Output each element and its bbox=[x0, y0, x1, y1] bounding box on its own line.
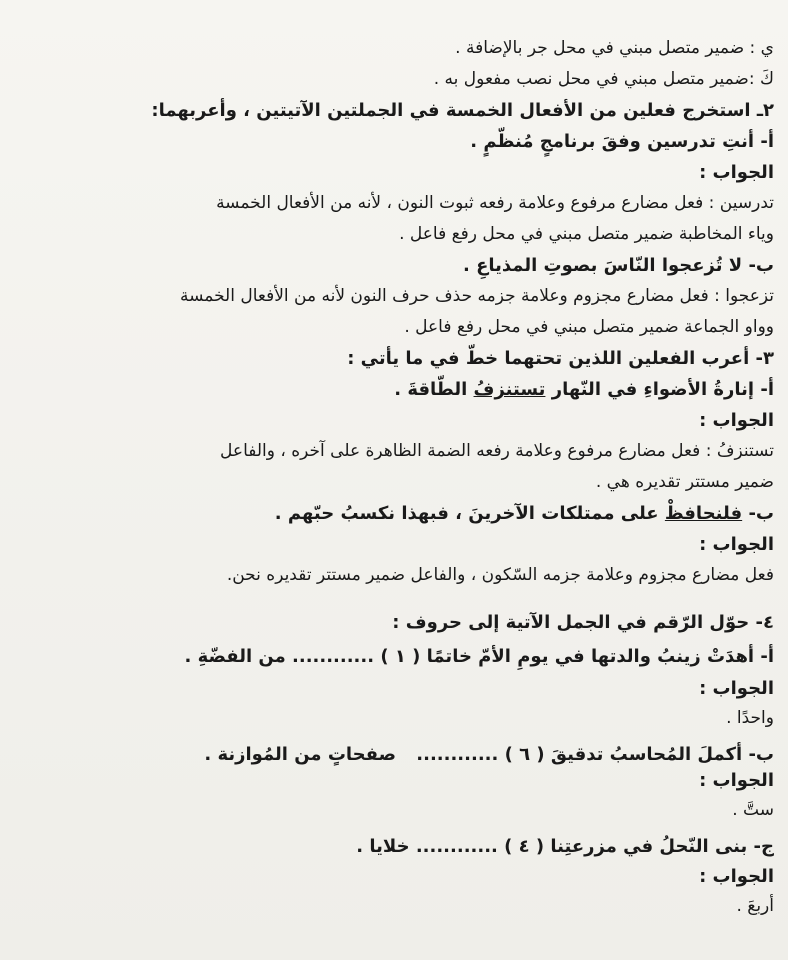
question-4c: ج- بنى النّحلُ في مزرعتِنا ( ٤ ) ............ خلايا . bbox=[356, 836, 774, 857]
question-2-heading: ٢ـ استخرج فعلين من الأفعال الخمسة في الجملتين الآتيتين ، وأعربهما: bbox=[151, 100, 774, 121]
answer-label: الجواب : bbox=[699, 678, 774, 699]
answer-text: تدرسين : فعل مضارع مرفوع وعلامة رفعه ثبوت النون ، لأنه من الأفعال الخمسة bbox=[216, 193, 774, 213]
answer-text: واحدًا . bbox=[726, 708, 774, 728]
answer-text: أربعَ . bbox=[736, 896, 774, 916]
question-4-heading: ٤- حوّل الرّقم في الجمل الآتية إلى حروف : bbox=[392, 612, 774, 633]
question-3-heading: ٣- أعرب الفعلين اللذين تحتهما خطّ في ما يأتي : bbox=[347, 348, 774, 369]
question-3b bbox=[10, 503, 774, 525]
answer-text: وياء المخاطبة ضمير متصل مبني في محل رفع فاعل . bbox=[399, 224, 774, 244]
text-line: كَ :ضمير متصل مبني في محل نصب مفعول به . bbox=[433, 69, 774, 89]
text-line: ي : ضمير متصل مبني في محل جر بالإضافة . bbox=[455, 38, 774, 58]
question-2a: أ- أنتِ تدرسين وفقَ برنامجٍ مُنظّمٍ . bbox=[470, 131, 774, 152]
question-3a bbox=[10, 379, 774, 401]
sentence-part: على ممتلكات الآخرينَ ، فبهذا نكسبُ حبّهم . bbox=[274, 503, 659, 524]
answer-text: فعل مضارع مجزوم وعلامة جزمه السّكون ، والفاعل ضمير مستتر تقديره نحن. bbox=[226, 565, 774, 585]
question-4b bbox=[10, 744, 774, 766]
sentence-part: صفحاتٍ من المُوازنة . bbox=[204, 744, 396, 765]
question-2b: ب- لا تُزعجوا النّاسَ بصوتِ المذياعِ . bbox=[462, 255, 774, 276]
answer-text: تستنزفُ : فعل مضارع مرفوع وعلامة رفعه الضمة الظاهرة على آخره ، والفاعل bbox=[220, 441, 774, 461]
item-marker: ب- bbox=[748, 503, 774, 524]
answer-label: الجواب : bbox=[699, 162, 774, 183]
answer-text: ستَّ . bbox=[732, 800, 774, 820]
answer-label: الجواب : bbox=[699, 770, 774, 791]
answer-label: الجواب : bbox=[699, 866, 774, 887]
sentence-part: ب- أكملَ المُحاسبُ تدقيقَ ( ٦ ) ............ bbox=[416, 744, 774, 765]
sentence-part: أ- إنارةُ الأضواءِ في النّهار bbox=[551, 379, 774, 400]
underlined-verb: تستنزفُ bbox=[473, 379, 546, 400]
answer-text: ضمير مستتر تقديره هي . bbox=[595, 472, 774, 492]
underlined-verb: فلنحافظْ bbox=[664, 503, 743, 524]
sentence-part: الطّاقةَ . bbox=[394, 379, 468, 400]
answer-text: وواو الجماعة ضمير متصل مبني في محل رفع فاعل . bbox=[404, 317, 774, 337]
question-4a: أ- أهدَتْ زينبُ والدتها في يومِ الأمّ خاتمًا ( ١ ) ............ من الفضّةِ . bbox=[184, 646, 774, 667]
answer-label: الجواب : bbox=[699, 410, 774, 431]
answer-text: تزعجوا : فعل مضارع مجزوم وعلامة جزمه حذف حرف النون لأنه من الأفعال الخمسة bbox=[179, 286, 774, 306]
answer-label: الجواب : bbox=[699, 534, 774, 555]
